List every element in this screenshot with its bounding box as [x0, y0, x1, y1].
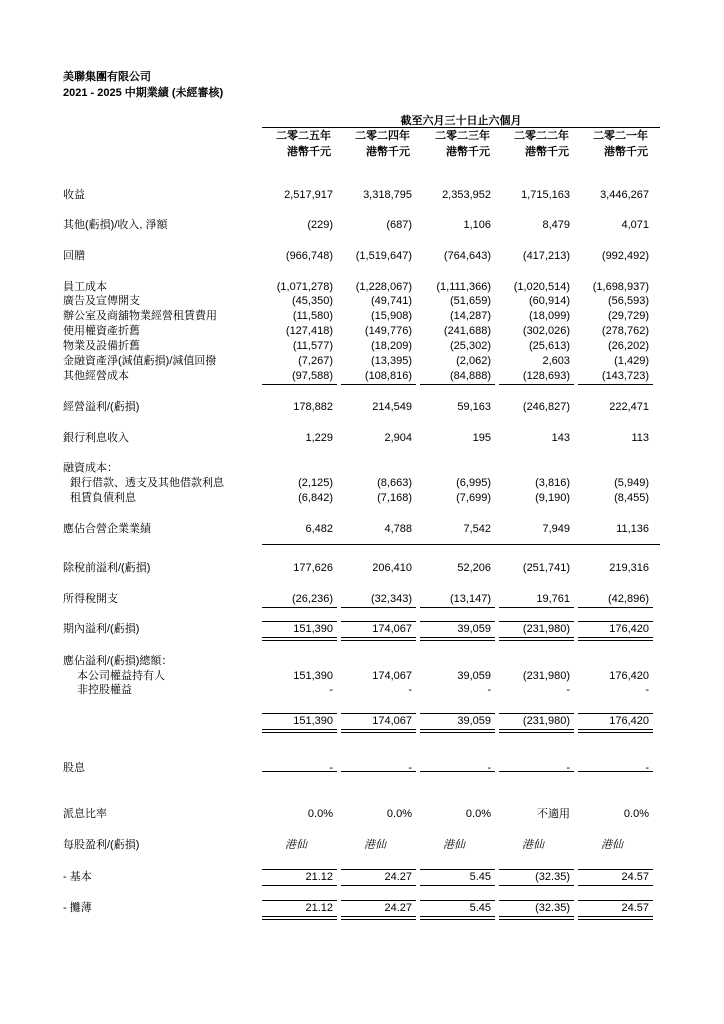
row-value: (231,980)	[522, 715, 570, 727]
table-row	[0, 339, 724, 353]
row-label: 經營溢利/(虧損)	[63, 401, 140, 413]
row-value: 4,788	[384, 523, 412, 535]
row-value: 113	[631, 432, 649, 444]
row-value: 176,420	[609, 670, 649, 682]
row-label: 期內溢利/(虧損)	[63, 623, 140, 635]
row-value: 214,549	[372, 401, 412, 413]
row-value: (246,827)	[522, 401, 570, 413]
row-value: 3,318,795	[363, 189, 412, 201]
row-value: (84,888)	[450, 370, 491, 382]
row-label: 銀行利息收入	[63, 432, 129, 444]
row-value: (8,455)	[614, 492, 649, 504]
double-underline	[578, 729, 653, 733]
row-value: 222,471	[609, 401, 649, 413]
row-value: 206,410	[372, 562, 412, 574]
double-underline	[341, 916, 416, 920]
table-row	[0, 218, 724, 232]
column-unit: 港幣千元	[366, 146, 410, 158]
row-value: 6,482	[305, 523, 333, 535]
table-row	[0, 522, 724, 536]
column-year: 二零二三年	[435, 130, 490, 142]
row-value: 1,229	[305, 432, 333, 444]
overline	[262, 869, 337, 870]
underline	[499, 771, 574, 772]
underline	[499, 885, 574, 886]
overline	[499, 713, 574, 714]
column-unit: 港幣千元	[525, 146, 569, 158]
table-row	[0, 461, 724, 475]
row-value: (3,816)	[535, 477, 570, 489]
table-row	[0, 761, 724, 775]
row-value: (687)	[386, 219, 412, 231]
row-label: 廣告及宣傳開支	[63, 295, 140, 307]
row-value: (25,302)	[450, 340, 491, 352]
underline	[499, 384, 574, 385]
row-label: 銀行借款、透支及其他借款利息	[70, 477, 224, 489]
row-value: 0.0%	[465, 808, 491, 820]
underline	[341, 607, 416, 608]
row-value: -	[408, 684, 412, 696]
row-value: 143	[551, 432, 570, 444]
row-label: - 攤薄	[63, 902, 92, 914]
row-value: (9,190)	[535, 492, 570, 504]
overline	[499, 900, 574, 901]
double-underline	[262, 916, 337, 920]
row-value: 0.0%	[307, 808, 333, 820]
overline	[262, 621, 337, 622]
row-value: (32.35)	[535, 871, 570, 883]
row-value: 港仙	[601, 839, 623, 851]
row-label: 員工成本	[63, 281, 107, 293]
overline	[499, 869, 574, 870]
overline	[262, 713, 337, 714]
row-value: (7,168)	[377, 492, 412, 504]
table-row	[0, 188, 724, 202]
row-value: 不適用	[537, 808, 570, 820]
underline	[262, 771, 337, 772]
column-unit: 港幣千元	[287, 146, 331, 158]
table-row	[0, 280, 724, 294]
row-value: (231,980)	[522, 623, 570, 635]
column-year: 二零二四年	[355, 130, 410, 142]
double-underline	[420, 916, 495, 920]
row-value: 195	[472, 432, 491, 444]
row-value: 178,882	[293, 401, 333, 413]
overline	[420, 713, 495, 714]
underline	[420, 384, 495, 385]
double-underline	[578, 916, 653, 920]
table-row	[0, 354, 724, 368]
double-underline	[578, 637, 653, 641]
row-value: (42,896)	[608, 593, 649, 605]
row-value: 151,390	[293, 715, 333, 727]
double-underline	[420, 729, 495, 733]
row-value: 港仙	[443, 839, 465, 851]
row-value: (26,202)	[608, 340, 649, 352]
row-value: (7,699)	[456, 492, 491, 504]
row-value: (56,593)	[608, 295, 649, 307]
underline	[420, 607, 495, 608]
row-label: 股息	[63, 762, 85, 774]
row-value: 176,420	[609, 715, 649, 727]
underline	[578, 771, 653, 772]
table-row	[0, 400, 724, 414]
double-underline	[262, 637, 337, 641]
table-row	[0, 431, 724, 445]
row-value: -	[566, 762, 570, 774]
row-value: (45,350)	[292, 295, 333, 307]
underline	[420, 885, 495, 886]
row-label: - 基本	[63, 871, 92, 883]
row-value: 2,353,952	[442, 189, 491, 201]
row-value: (32,343)	[371, 593, 412, 605]
row-value: (13,147)	[450, 593, 491, 605]
row-label: 應佔溢利/(虧損)總額：	[63, 655, 173, 667]
row-value: (992,492)	[601, 250, 649, 262]
report-title: 2021 - 2025 中期業績 (未經審核)	[63, 87, 224, 99]
row-label: 應佔合營企業業績	[63, 523, 151, 535]
column-header	[420, 128, 490, 160]
row-value: (11,580)	[292, 310, 333, 322]
overline	[578, 900, 653, 901]
row-value: (7,267)	[298, 355, 333, 367]
table-row	[0, 369, 724, 383]
row-value: 176,420	[609, 623, 649, 635]
row-value: (108,816)	[364, 370, 412, 382]
table-row	[0, 807, 724, 821]
row-value: 219,316	[609, 562, 649, 574]
row-value: (149,776)	[364, 325, 412, 337]
underline	[578, 384, 653, 385]
row-value: 港仙	[285, 839, 307, 851]
overline	[341, 713, 416, 714]
row-value: (1,519,647)	[355, 250, 412, 262]
row-value: 7,949	[542, 523, 570, 535]
row-value: -	[329, 762, 333, 774]
underline	[341, 771, 416, 772]
underline	[341, 384, 416, 385]
underline	[578, 885, 653, 886]
table-row	[0, 669, 724, 683]
row-value: 174,067	[372, 623, 412, 635]
column-header	[340, 128, 410, 160]
overline	[499, 621, 574, 622]
row-value: (764,643)	[443, 250, 491, 262]
column-header	[261, 128, 331, 160]
row-value: -	[487, 762, 491, 774]
underline	[341, 885, 416, 886]
row-value: (29,729)	[608, 310, 649, 322]
row-value: (6,995)	[456, 477, 491, 489]
row-value: 5.45	[469, 902, 491, 914]
column-unit: 港幣千元	[604, 146, 648, 158]
table-row	[0, 294, 724, 308]
row-value: 174,067	[372, 715, 412, 727]
overline	[578, 713, 653, 714]
row-label: 使用權資產折舊	[63, 325, 140, 337]
row-value: (128,693)	[522, 370, 570, 382]
row-value: 151,390	[293, 623, 333, 635]
row-value: 39,059	[457, 623, 491, 635]
row-value: (2,125)	[298, 477, 333, 489]
row-value: (97,588)	[292, 370, 333, 382]
double-underline	[420, 637, 495, 641]
overline	[420, 869, 495, 870]
row-value: (6,842)	[298, 492, 333, 504]
row-value: 24.57	[621, 871, 649, 883]
row-value: 0.0%	[386, 808, 412, 820]
underline	[420, 771, 495, 772]
row-value: (231,980)	[522, 670, 570, 682]
row-value: (1,071,278)	[276, 281, 333, 293]
overline	[341, 621, 416, 622]
row-value: 港仙	[364, 839, 386, 851]
underline	[262, 607, 337, 608]
row-value: (25,613)	[529, 340, 570, 352]
table-row	[0, 491, 724, 505]
row-value: -	[408, 762, 412, 774]
row-value: 24.27	[384, 871, 412, 883]
row-value: 2,603	[542, 355, 570, 367]
table-row	[0, 249, 724, 263]
row-value: 11,136	[616, 523, 649, 535]
row-value: 5.45	[469, 871, 491, 883]
row-value: 4,071	[621, 219, 649, 231]
row-label: 回贈	[63, 250, 85, 262]
row-value: -	[645, 762, 649, 774]
table-row	[0, 561, 724, 575]
double-underline	[341, 637, 416, 641]
table-row	[0, 309, 724, 323]
row-label: 所得稅開支	[63, 593, 118, 605]
row-value: (11,577)	[292, 340, 333, 352]
row-value: (18,209)	[371, 340, 412, 352]
column-header	[499, 128, 569, 160]
row-value: (1,429)	[614, 355, 649, 367]
row-label: 租賃負債利息	[70, 492, 136, 504]
period-header: 截至六月三十日止六個月	[400, 115, 522, 127]
row-value: 24.27	[384, 902, 412, 914]
row-value: 24.57	[621, 902, 649, 914]
row-value: (1,228,067)	[355, 281, 412, 293]
row-value: 1,715,163	[521, 189, 570, 201]
row-label: 派息比率	[63, 808, 107, 820]
overline	[420, 621, 495, 622]
row-value: 174,067	[372, 670, 412, 682]
column-year: 二零二一年	[593, 130, 648, 142]
company-name: 美聯集團有限公司	[63, 71, 151, 83]
row-value: (1,698,937)	[592, 281, 649, 293]
row-label: 除稅前溢利/(虧損)	[63, 562, 151, 574]
underline	[499, 607, 574, 608]
row-value: 52,206	[457, 562, 491, 574]
row-value: 2,904	[384, 432, 412, 444]
table-row	[0, 324, 724, 338]
double-underline	[341, 729, 416, 733]
row-value: (18,099)	[529, 310, 570, 322]
table-row	[0, 870, 724, 884]
row-label: 收益	[63, 189, 85, 201]
underline	[262, 885, 337, 886]
row-value: 21.12	[305, 871, 333, 883]
row-value: 151,390	[293, 670, 333, 682]
row-value: 39,059	[457, 715, 491, 727]
row-value: -	[566, 684, 570, 696]
overline	[578, 621, 653, 622]
table-row	[0, 683, 724, 697]
table-row	[0, 476, 724, 490]
row-value: 19,761	[536, 593, 570, 605]
table-row	[0, 901, 724, 915]
row-value: 2,517,917	[284, 189, 333, 201]
row-value: 3,446,267	[600, 189, 649, 201]
row-value: (26,236)	[292, 593, 333, 605]
row-value: (51,659)	[450, 295, 491, 307]
row-label: 非控股權益	[77, 684, 132, 696]
row-value: -	[645, 684, 649, 696]
row-label: 物業及設備折舊	[63, 340, 140, 352]
row-value: (966,748)	[285, 250, 333, 262]
underline	[578, 607, 653, 608]
row-value: (13,395)	[371, 355, 412, 367]
row-value: (127,418)	[285, 325, 333, 337]
table-row	[0, 838, 724, 852]
column-header	[578, 128, 648, 160]
row-label: 融資成本：	[63, 462, 118, 474]
row-value: (251,741)	[522, 562, 570, 574]
row-value: 39,059	[457, 670, 491, 682]
row-value: (15,908)	[371, 310, 412, 322]
row-value: 21.12	[305, 902, 333, 914]
overline	[341, 869, 416, 870]
column-unit: 港幣千元	[446, 146, 490, 158]
row-value: (241,688)	[443, 325, 491, 337]
overline	[578, 869, 653, 870]
overline	[341, 900, 416, 901]
row-label: 本公司權益持有人	[77, 670, 165, 682]
overline	[420, 900, 495, 901]
table-row	[0, 714, 724, 728]
row-value: (5,949)	[614, 477, 649, 489]
row-value: (8,663)	[377, 477, 412, 489]
row-value: 8,479	[542, 219, 570, 231]
table-row	[0, 622, 724, 636]
row-value: (1,111,366)	[436, 281, 491, 293]
row-label: 辦公室及商舖物業經營租賃費用	[63, 310, 217, 322]
row-value: -	[487, 684, 491, 696]
row-value: 1,106	[463, 219, 491, 231]
row-value: (143,723)	[601, 370, 649, 382]
row-label: 每股盈利/(虧損)	[63, 839, 140, 851]
row-value: (1,020,514)	[513, 281, 570, 293]
row-value: 177,626	[293, 562, 333, 574]
table-row	[0, 592, 724, 606]
section-rule	[262, 544, 660, 545]
double-underline	[499, 916, 574, 920]
row-label: 金融資產淨(減值虧損)/減值回撥	[63, 355, 217, 367]
overline	[262, 900, 337, 901]
row-value: (229)	[307, 219, 333, 231]
column-year: 二零二二年	[514, 130, 569, 142]
column-year: 二零二五年	[276, 130, 331, 142]
row-value: (49,741)	[371, 295, 412, 307]
row-value: 7,542	[463, 523, 491, 535]
double-underline	[499, 729, 574, 733]
row-value: 港仙	[522, 839, 544, 851]
double-underline	[262, 729, 337, 733]
row-label: 其他經營成本	[63, 370, 129, 382]
row-value: (302,026)	[522, 325, 570, 337]
row-value: -	[329, 684, 333, 696]
row-value: (2,062)	[456, 355, 491, 367]
row-value: (32.35)	[535, 902, 570, 914]
row-value: (417,213)	[522, 250, 570, 262]
double-underline	[499, 637, 574, 641]
row-value: (60,914)	[529, 295, 570, 307]
row-value: (14,287)	[450, 310, 491, 322]
row-value: (278,762)	[601, 325, 649, 337]
row-value: 0.0%	[623, 808, 649, 820]
underline	[262, 384, 337, 385]
table-row	[0, 654, 724, 668]
row-value: 59,163	[457, 401, 491, 413]
row-label: 其他(虧損)/收入, 淨額	[63, 219, 168, 231]
